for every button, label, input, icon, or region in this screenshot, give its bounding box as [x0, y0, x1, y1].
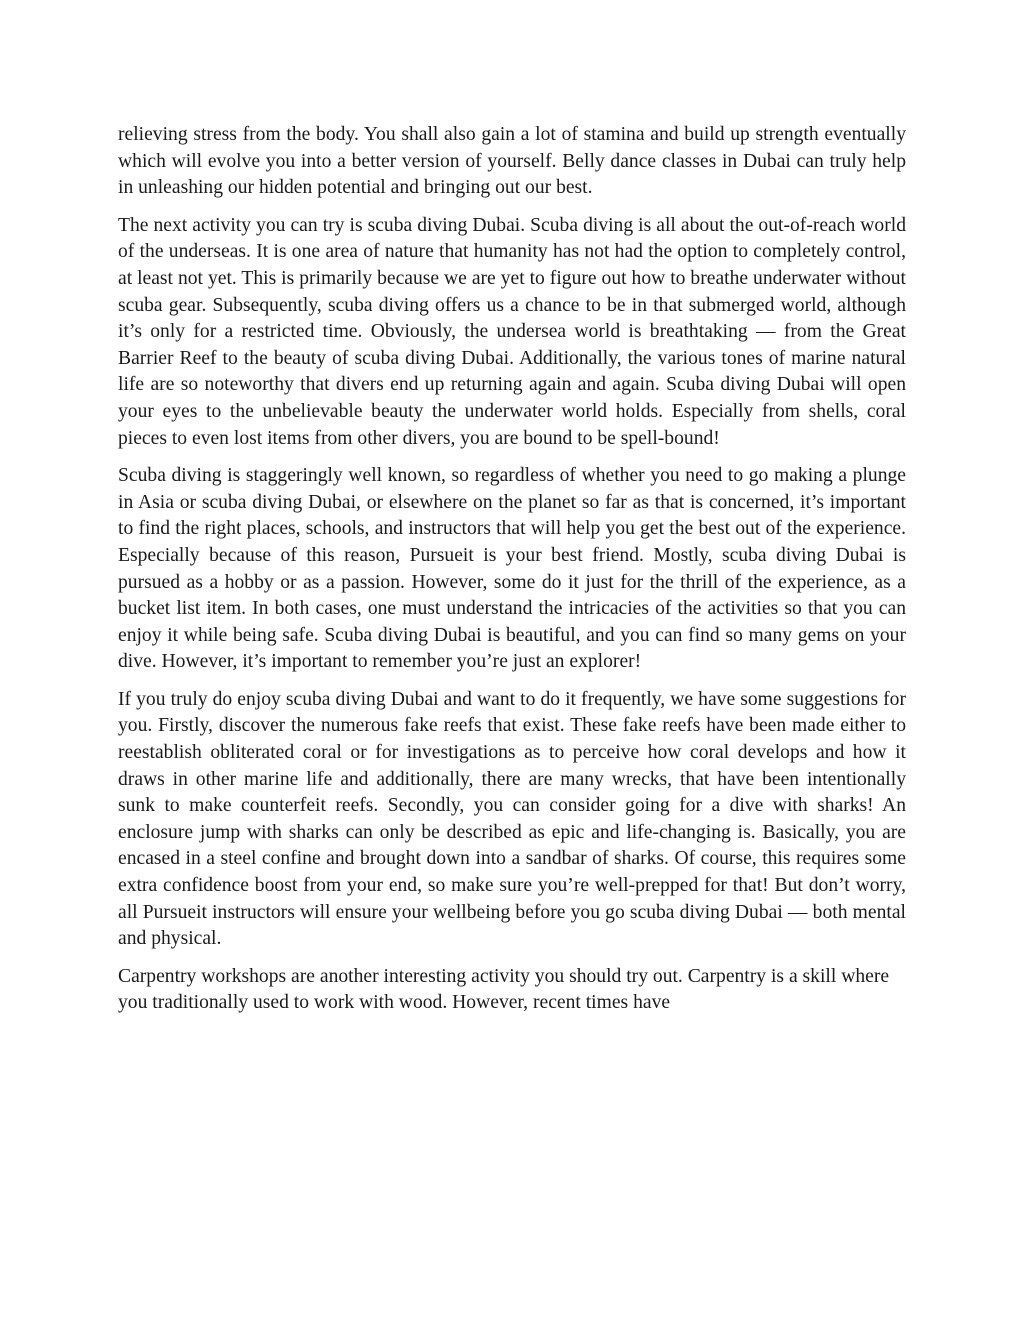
- document-page: [118, 122, 906, 1028]
- paragraph: Scuba diving is staggeringly well known, so regardless of whether you need to go making a plunge in Asia or scuba diving Dubai, or elsewhere on the planet so far as that is concerned, it’s important to find the right places, schools, and instructors that will help you get the best out of the experience. Especially because of this reason, Pursueit is your best friend. Mostly, scuba diving Dubai is pursued as a hobby or as a passion. However, some do it just for the thrill of the experience, as a bucket list item. In both cases, one must understand the intricacies of the activities so that you can enjoy it while being safe. Scuba diving Dubai is beautiful, and you can find so many gems on your dive. However, it’s important to remember you’re just an explorer!: [118, 465, 906, 673]
- paragraph: If you truly do enjoy scuba diving Dubai and want to do it frequently, we have some suggestions for you. Firstly, discover the numerous fake reefs that exist. These fake reefs have been made either to reestablish obliterated coral or for investigations as to perceive how coral develops and how it draws in other marine life and additionally, there are many wrecks, that have been intentionally sunk to make counterfeit reefs. Secondly, you can consider going for a dive with sharks! An enclosure jump with sharks can only be described as epic and life-changing is. Basically, you are encased in a steel confine and brought down into a sandbar of sharks. Of course, this requires some extra confidence boost from your end, so make sure you’re well-prepped for that! But don’t worry, all Pursueit instructors will ensure your wellbeing before you go scuba diving Dubai — both mental and physical.: [118, 688, 906, 950]
- paragraph: relieving stress from the body. You shall also gain a lot of stamina and build up strength eventually which will evolve you into a better version of yourself. Belly dance classes in Dubai can truly help in unleashing our hidden potential and bringing out our best.: [118, 124, 906, 199]
- paragraph: Carpentry workshops are another interesting activity you should try out. Carpentry is a skill where you traditionally used to work with wood. However, recent times have: [118, 965, 890, 1014]
- paragraph: The next activity you can try is scuba diving Dubai. Scuba diving is all about the out-of-reach world of the underseas. It is one area of nature that humanity has not had the option to completely control, at least not yet. This is primarily because we are yet to figure out how to breathe underwater without scuba gear. Subsequently, scuba diving offers us a chance to be in that submerged world, although it’s only for a restricted time. Obviously, the undersea world is breathtaking — from the Great Barrier Reef to the beauty of scuba diving Dubai. Additionally, the various tones of marine natural life are so noteworthy that divers end up returning again and again. Scuba diving Dubai will open your eyes to the unbelievable beauty the underwater world holds. Especially from shells, coral pieces to even lost items from other divers, you are bound to be spell-bound!: [118, 214, 906, 449]
